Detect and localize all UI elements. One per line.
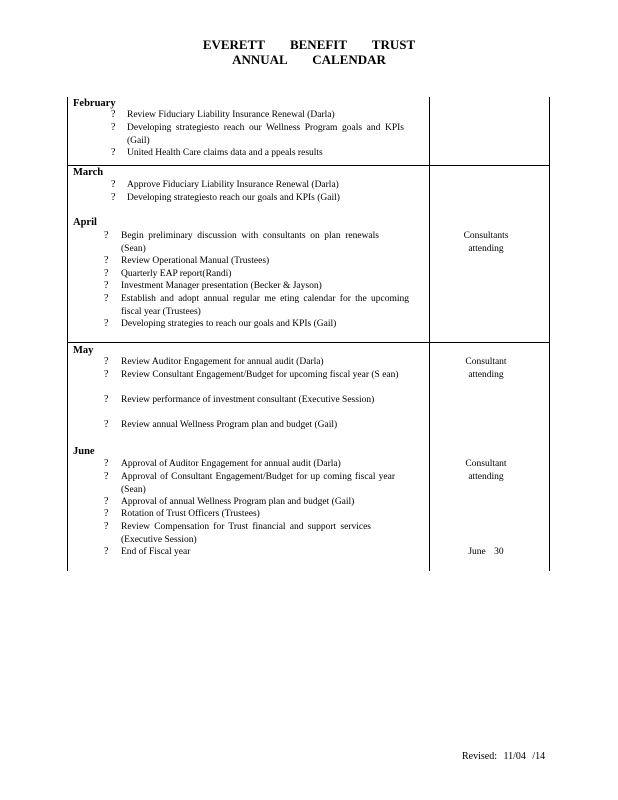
bullet-icon: ? — [104, 369, 109, 380]
bullet-icon: ? — [104, 458, 109, 469]
bullet-icon: ? — [104, 268, 109, 279]
list-item: Approval of Consultant Engagement/Budget for up coming fiscal year (Sean) — [121, 472, 395, 495]
list-item: Review Fiduciary Liability Insurance Renewal (Darla) — [127, 110, 335, 120]
bullet-icon: ? — [111, 179, 116, 190]
list-item: Quarterly EAP report(Randi) — [121, 269, 232, 279]
bullet-icon: ? — [104, 471, 109, 482]
document-subtitle: ANNUAL CALENDAR — [232, 52, 386, 67]
list-item: Review Consultant Engagement/Budget for upcoming fiscal year (S ean) — [121, 370, 399, 380]
bullet-icon: ? — [111, 147, 116, 158]
bullet-icon: ? — [104, 394, 109, 405]
list-item: Review annual Wellness Program plan and budget (Gail) — [121, 420, 338, 430]
month-april: April — [73, 217, 97, 228]
bullet-icon: ? — [104, 293, 109, 304]
bullet-icon: ? — [104, 280, 109, 291]
list-item: Begin preliminary discussion with consultants on plan renewals (Sean) — [121, 231, 379, 254]
bullet-icon: ? — [104, 496, 109, 507]
list-item: Approve Fiduciary Liability Insurance Renewal (Darla) — [127, 180, 339, 190]
consultant-attending-note: Consultant attending — [465, 357, 507, 380]
bullet-icon: ? — [104, 318, 109, 329]
list-item: Review Compensation for Trust financial and support services (Executive Session) — [121, 522, 371, 545]
list-item: Developing strategiesto reach our goals and KPIs (Gail) — [127, 193, 340, 203]
document-title: EVERETT BENEFIT TRUST — [202, 37, 416, 52]
month-march: March — [73, 167, 104, 178]
list-item: Review Auditor Engagement for annual audit (Darla) — [121, 357, 324, 367]
list-item: Establish and adopt annual regular me eting calendar for the upcoming fiscal year (Trustees) — [121, 294, 409, 317]
month-june: June — [73, 446, 95, 457]
bullet-icon: ? — [104, 356, 109, 367]
consultant-attending-note: Consultant attending — [465, 459, 507, 482]
table-column-divider — [429, 97, 430, 571]
list-item: End of Fiscal year — [121, 547, 191, 557]
row-divider-april-may — [67, 342, 550, 343]
revision-date: Revised: 11/04 /14 — [462, 751, 546, 762]
bullet-icon: ? — [111, 122, 116, 133]
bullet-icon: ? — [111, 109, 116, 120]
list-item: Rotation of Trust Officers (Trustees) — [121, 509, 260, 519]
bullet-icon: ? — [104, 255, 109, 266]
bullet-icon: ? — [111, 192, 116, 203]
list-item: Investment Manager presentation (Becker & Jayson) — [121, 281, 322, 291]
month-february: February — [73, 98, 116, 109]
list-item: Developing strategiesto reach our Wellness Program goals and KPIs (Gail) — [127, 123, 404, 146]
list-item: Approval of annual Wellness Program plan and budget (Gail) — [121, 497, 355, 507]
bullet-icon: ? — [104, 546, 109, 557]
bullet-icon: ? — [104, 508, 109, 519]
table-left-border — [67, 97, 68, 571]
list-item: United Health Care claims data and a ppeals results — [127, 148, 323, 158]
list-item: Review Operational Manual (Trustees) — [121, 256, 270, 266]
bullet-icon: ? — [104, 521, 109, 532]
list-item: Approval of Auditor Engagement for annual audit (Darla) — [121, 459, 341, 469]
consultants-attending-note: Consultants attending — [463, 231, 509, 254]
bullet-icon: ? — [104, 230, 109, 241]
bullet-icon: ? — [104, 419, 109, 430]
list-item: Developing strategies to reach our goals and KPIs (Gail) — [121, 319, 337, 329]
table-right-border — [549, 97, 550, 571]
list-item: Review performance of investment consultant (Executive Session) — [121, 395, 375, 405]
row-divider-feb-march — [67, 165, 550, 166]
fiscal-year-end-date: June 30 — [468, 547, 504, 557]
month-may: May — [73, 345, 94, 356]
